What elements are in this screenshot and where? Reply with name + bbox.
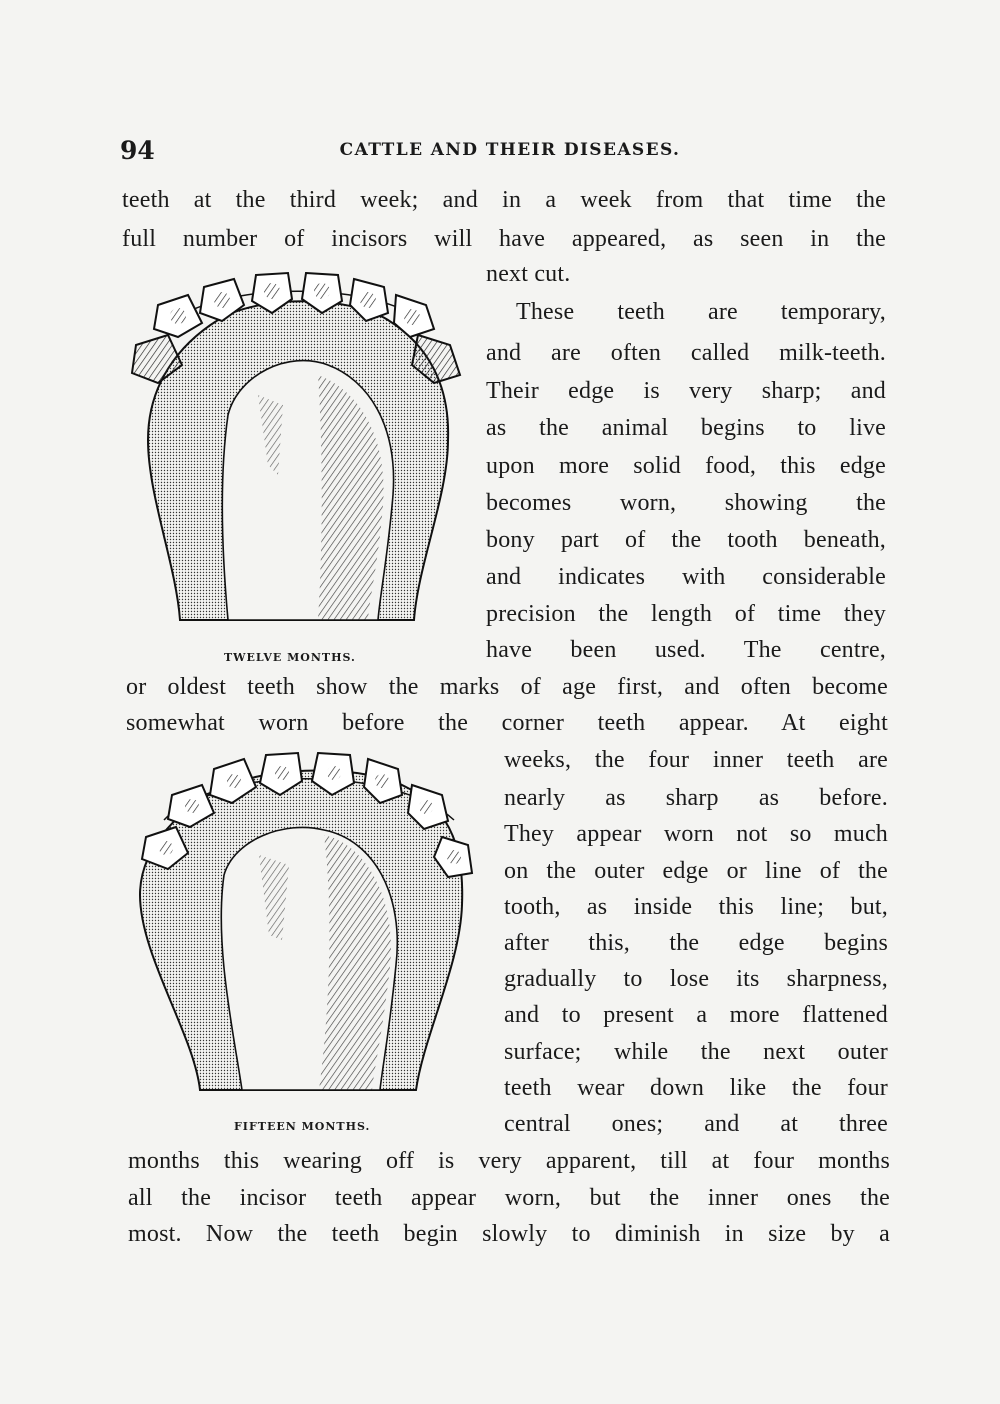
body-line: and indicates with considerable <box>486 564 886 590</box>
body-line: most. Now the teeth begin slowly to diminish in size by a <box>128 1221 890 1247</box>
figure-caption: TWELVE MONTHS. <box>224 651 356 664</box>
body-line: nearly as sharp as before. <box>504 785 888 811</box>
body-line: They appear worn not so much <box>504 821 888 847</box>
body-line: have been used. The centre, <box>486 637 886 663</box>
body-line: or oldest teeth show the marks of age first, and often become <box>126 674 888 700</box>
body-line: gradually to lose its sharpness, <box>504 966 888 992</box>
body-line: as the animal begins to live <box>486 415 886 441</box>
figure-caption: FIFTEEN MONTHS. <box>234 1120 371 1133</box>
body-line: upon more solid food, this edge <box>486 453 886 479</box>
running-head: CATTLE AND THEIR DISEASES. <box>339 140 681 160</box>
body-line: teeth at the third week; and in a week from that time the <box>122 187 886 213</box>
body-line: on the outer edge or line of the <box>504 858 888 884</box>
jaw-illustration-twelve-months <box>118 265 478 637</box>
body-line: These teeth are temporary, <box>516 299 886 325</box>
page-header <box>110 136 910 166</box>
body-line: Their edge is very sharp; and <box>486 378 886 404</box>
body-line: months this wearing off is very apparent, till at four months <box>128 1148 890 1174</box>
body-line: teeth wear down like the four <box>504 1075 888 1101</box>
body-line: becomes worn, showing the <box>486 490 886 516</box>
body-line: bony part of the tooth beneath, <box>486 527 886 553</box>
body-line: somewhat worn before the corner teeth appear. At eight <box>126 710 888 736</box>
body-line: after this, the edge begins <box>504 930 888 956</box>
body-line: and are often called milk-teeth. <box>486 340 886 366</box>
body-line: central ones; and at three <box>504 1111 888 1137</box>
body-line: full number of incisors will have appeared, as seen in the <box>122 226 886 252</box>
body-line: precision the length of time they <box>486 601 886 627</box>
page-number: 94 <box>120 136 155 165</box>
body-line: and to present a more flattened <box>504 1002 888 1028</box>
body-line: weeks, the four inner teeth are <box>504 747 888 773</box>
body-line: tooth, as inside this line; but, <box>504 894 888 920</box>
body-line: surface; while the next outer <box>504 1039 888 1065</box>
body-line: next cut. <box>486 261 571 287</box>
body-line: all the incisor teeth appear worn, but the inner ones the <box>128 1185 890 1211</box>
jaw-illustration-fifteen-months <box>124 745 496 1107</box>
